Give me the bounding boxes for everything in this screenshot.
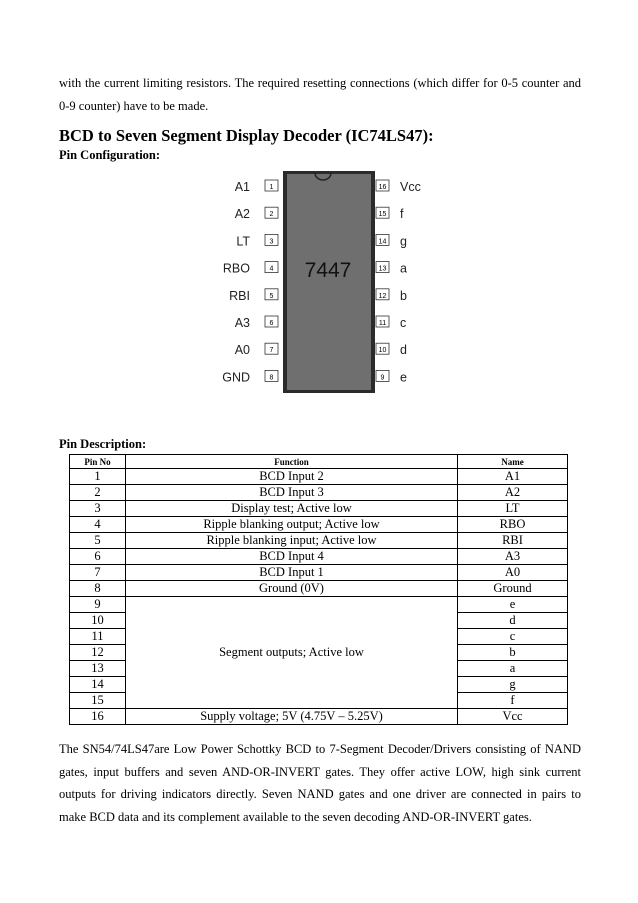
pin-number-cell: 10 <box>70 613 126 629</box>
left-pin-name: RBO <box>222 261 250 276</box>
left-pin-name: A3 <box>234 316 250 330</box>
pin-number-cell: 9 <box>70 597 126 613</box>
closing-paragraph: The SN54/74LS47are Low Power Schottky BCD to 7-Segment Decoder/Drivers consisting of NAND gates, input buffers and seven AND-OR-INVERT gates. They offer active LOW, high sink current outputs for driving indicators directly. Seven NAND gates and one driver are connected in pairs to make BCD data and its complement available to the seven decoding AND-OR-INVERT gates. <box>59 742 581 824</box>
pin-name-cell: f <box>458 693 568 709</box>
pin-number-cell: 2 <box>70 485 126 501</box>
right-pin-number: 16 <box>378 184 387 191</box>
intro-paragraph: with the current limiting resistors. The required resetting connections (which differ for 0-5 counter and 0-9 counter) have to be made. <box>59 76 581 113</box>
table-row <box>70 549 568 565</box>
table-row <box>70 501 568 517</box>
right-pin-number: 14 <box>378 238 387 246</box>
left-pin-name: GND <box>222 370 250 385</box>
segment-outputs-function-cell: Segment outputs; Active low <box>126 597 458 709</box>
left-pin-number: 2 <box>269 211 274 219</box>
left-pin-name: A2 <box>234 207 250 222</box>
pin-number-cell: 14 <box>70 677 126 693</box>
left-pin-number: 4 <box>269 265 274 273</box>
table-row <box>70 485 568 501</box>
header-function: Function <box>126 455 458 469</box>
left-pin-number: 5 <box>269 292 274 300</box>
table-row <box>70 581 568 597</box>
pin-number-cell: 15 <box>70 693 126 709</box>
left-pin-name: A1 <box>234 180 250 194</box>
right-pin-name: d <box>400 343 407 358</box>
section-heading: BCD to Seven Segment Display Decoder (IC74LS47): <box>59 126 434 145</box>
pin-number-cell: 6 <box>70 549 126 565</box>
function-cell: BCD Input 4 <box>126 549 458 565</box>
pin-number-cell: 1 <box>70 469 126 485</box>
pin-name-cell: RBI <box>458 533 568 549</box>
right-pin-number: 11 <box>378 320 387 327</box>
right-pin-name: g <box>400 234 407 249</box>
pin-name-cell: A3 <box>458 549 568 565</box>
pin-number-cell: 7 <box>70 565 126 581</box>
function-cell: Display test; Active low <box>126 501 458 517</box>
pin-number-cell: 12 <box>70 645 126 661</box>
right-pin-number: 12 <box>378 292 387 300</box>
pin-number-cell: 16 <box>70 709 126 725</box>
left-pin-number: 1 <box>269 184 274 191</box>
right-pin-name: c <box>400 316 407 330</box>
pin-number-cell: 3 <box>70 501 126 517</box>
right-pin-number: 9 <box>380 374 385 382</box>
pin-number-cell: 13 <box>70 661 126 677</box>
chip-label: 7447 <box>304 259 352 282</box>
pin-number-cell: 5 <box>70 533 126 549</box>
left-pin-number: 7 <box>269 347 274 355</box>
table-header-row <box>70 455 568 469</box>
pin-name-cell: Vcc <box>458 709 568 725</box>
right-pin-name: Vcc <box>400 180 421 194</box>
left-pin-name: LT <box>236 234 250 249</box>
table-row <box>70 517 568 533</box>
pin-name-cell: d <box>458 613 568 629</box>
pin-name-cell: e <box>458 597 568 613</box>
left-pin-number: 8 <box>269 374 274 382</box>
ic-body-inner <box>287 174 371 390</box>
right-pin-number: 10 <box>378 347 387 355</box>
table-row <box>70 597 568 613</box>
function-cell: Ground (0V) <box>126 581 458 597</box>
right-pin-name: a <box>400 261 407 276</box>
pin-name-cell: Ground <box>458 581 568 597</box>
function-cell: BCD Input 2 <box>126 469 458 485</box>
left-pin-number: 3 <box>269 238 274 246</box>
ic-7447-pinout-diagram <box>214 168 434 398</box>
pin-description-label: Pin Description: <box>59 437 147 451</box>
function-cell: BCD Input 3 <box>126 485 458 501</box>
pin-name-cell: LT <box>458 501 568 517</box>
pin-name-cell: A1 <box>458 469 568 485</box>
right-pin-number: 15 <box>378 211 387 219</box>
pin-name-cell: RBO <box>458 517 568 533</box>
header-pin-no: Pin No <box>70 455 126 469</box>
pin-number-cell: 4 <box>70 517 126 533</box>
pin-name-cell: A0 <box>458 565 568 581</box>
right-pin-name: b <box>400 288 407 303</box>
left-pin-name: RBI <box>229 288 250 303</box>
header-name: Name <box>458 455 568 469</box>
table-row <box>70 709 568 725</box>
pin-description-table <box>69 454 568 725</box>
pin-number-cell: 8 <box>70 581 126 597</box>
function-cell: Supply voltage; 5V (4.75V – 5.25V) <box>126 709 458 725</box>
right-pin-name: f <box>400 207 404 222</box>
pin-name-cell: a <box>458 661 568 677</box>
table-row <box>70 565 568 581</box>
left-pin-number: 6 <box>269 320 274 327</box>
right-pin-name: e <box>400 370 407 385</box>
pin-name-cell: c <box>458 629 568 645</box>
function-cell: Ripple blanking input; Active low <box>126 533 458 549</box>
right-pin-number: 13 <box>378 265 387 273</box>
pin-number-cell: 11 <box>70 629 126 645</box>
pin-name-cell: b <box>458 645 568 661</box>
pin-configuration-label: Pin Configuration: <box>59 148 161 162</box>
left-pin-name: A0 <box>234 343 250 358</box>
function-cell: BCD Input 1 <box>126 565 458 581</box>
table-row <box>70 469 568 485</box>
pin-name-cell: A2 <box>458 485 568 501</box>
pin-name-cell: g <box>458 677 568 693</box>
function-cell: Ripple blanking output; Active low <box>126 517 458 533</box>
table-row <box>70 533 568 549</box>
